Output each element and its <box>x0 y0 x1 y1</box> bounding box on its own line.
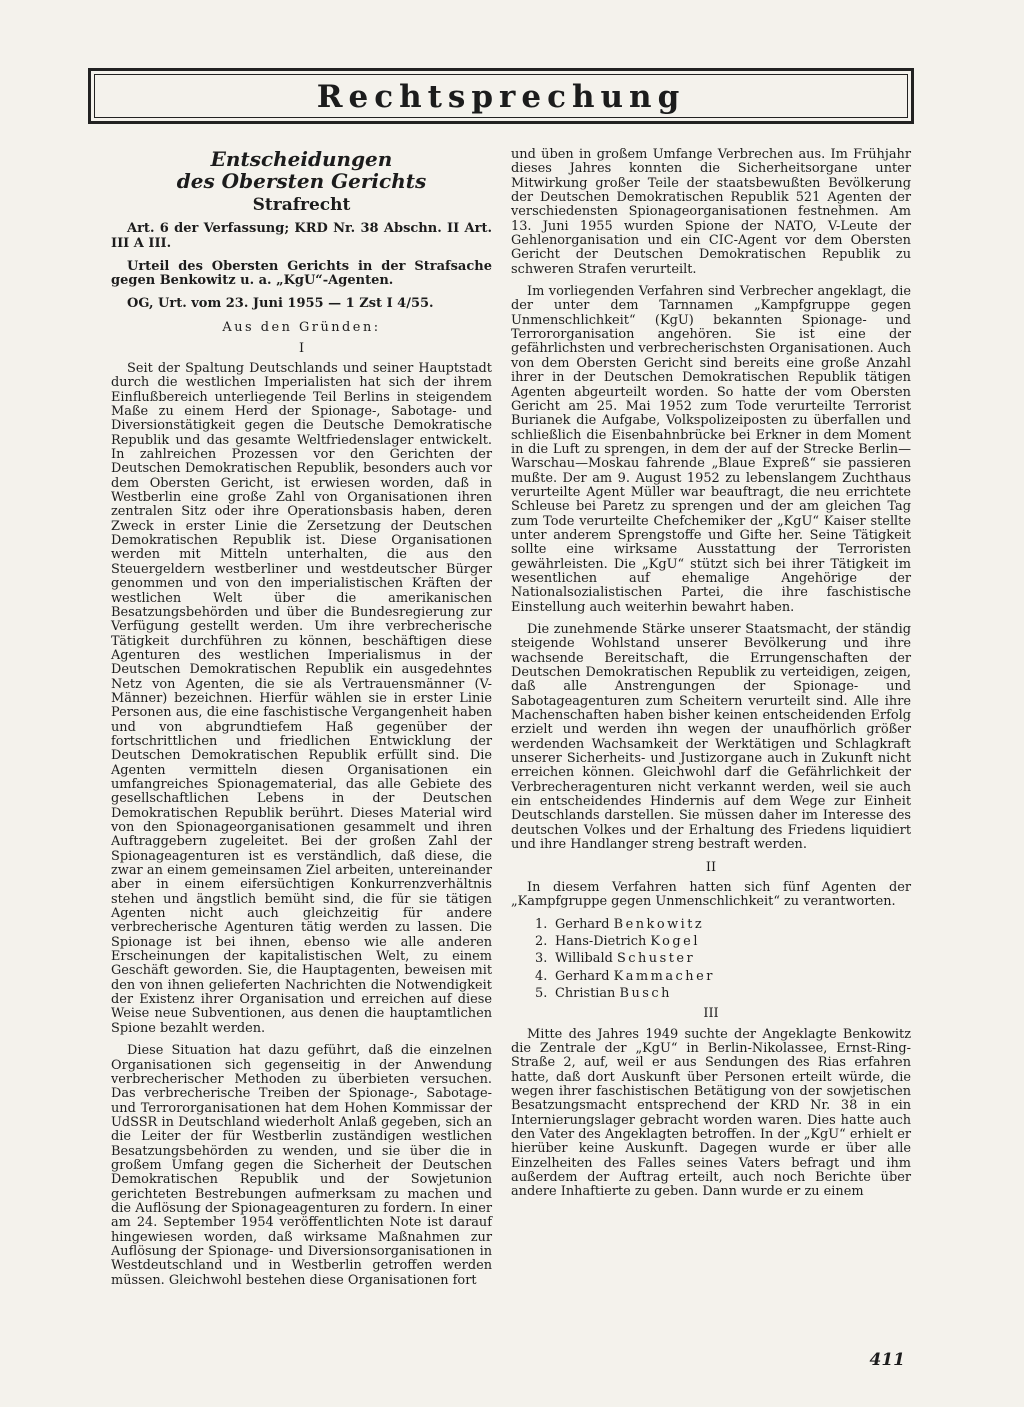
section-title: Rechtsprechung <box>316 79 686 115</box>
right-column <box>511 148 911 1208</box>
roman-heading-1: I <box>298 340 305 356</box>
paragraph: In diesem Verfahren hatten sich fünf Agenten der „Kampfgruppe gegen Unmenschlichkeit“ zu verantworten. <box>511 879 911 910</box>
reasons-heading: Aus den Gründen: <box>222 320 381 336</box>
defendant-list <box>511 918 911 1002</box>
left-column <box>111 148 492 1296</box>
list-item: 3. Willibald Schuster <box>535 951 696 967</box>
date-reference: OG, Urt. vom 23. Juni 1955 — 1 Zst I 4/55. <box>127 295 434 311</box>
paragraph: Diese Situation hat dazu geführt, daß die einzelnen Organisationen sich gegenseitig in der Anwendung verbrecherischer Methoden zu überbieten versuchen. Das verbrecherische Treiben der Spionage-, Sabotage- und Terrororganisationen hat dem Hohen Kommissar der UdSSR in Deutschland wiederholt Anlaß gegeben, sich an die Leiter der für Westberlin zuständigen westlichen Besatzungsbehörden zu wenden, und sie über die in großem Umfang gegen die Sicherheit der Deutschen Demokratischen Republik und der Sowjetunion gerichteten Bestrebungen aufmerksam zu machen und die Auflösung der Spionageagenturen zu fordern. In einer am 24. September 1954 veröffentlichten Note ist darauf hingewiesen worden, daß wirksame Maßnahmen zur Auflösung der Spionage- und Diversionsorganisationen in Westdeutschland und in Westberlin getroffen werden müssen. Gleichwohl bestehen diese Organisationen fort <box>111 1043 492 1288</box>
list-item: 2. Hans-Dietrich Kogel <box>535 933 700 949</box>
paragraph: Die zunehmende Stärke unserer Staatsmacht, der ständig steigende Wohlstand unserer Bevölkerung und ihre wachsende Bereitschaft, die Errungenschaften der Deutschen Demokratischen Republik zu verteidigen, zeigen, daß alle Anstrengungen der Spionage- und Sabotageagenturen zum Scheitern verurteilt sind. Alle ihre Machenschaften haben bisher keinen entscheidenden Erfolg erzielt und werden ihn wegen der unaufhörlich größer werdenden Wachsamkeit der Werktätigen und Schlagkraft unserer Sicherheits- und Justizorgane auch in Zukunft nicht erreichen können. Gleichwohl darf die Gefährlichkeit der Verbrecheragenturen nicht verkannt werden, weil sie auch ein entscheidendes Hindernis auf dem Wege zur Einheit Deutschlands darstellen. Sie müssen daher im Interesse des deutschen Volkes und der Erhaltung des Friedens liquidiert und ihre Handlanger streng bestraft werden. <box>511 622 911 853</box>
list-item: 1. Gerhard Benkowitz <box>535 916 705 932</box>
roman-heading-2: II <box>705 859 717 875</box>
header-box <box>88 68 914 124</box>
list-item: 4. Gerhard Kammacher <box>535 968 715 984</box>
law-reference: Art. 6 der Verfassung; KRD Nr. 38 Abschn. II Art. III A III. <box>111 221 492 251</box>
case-reference: Urteil des Obersten Gerichts in der Strafsache gegen Benkowitz u. a. „KgU“-Agenten. <box>111 258 492 289</box>
list-item: 5. Christian Busch <box>535 985 672 1001</box>
court-title-line1: Entscheidungen <box>210 147 393 171</box>
paragraph: und üben in großem Umfange Verbrechen aus. Im Frühjahr dieses Jahres konnten die Sicherheitsorgane unter Mitwirkung großer Teile der staatsbewußten Bevölkerung der Deutschen Demokratischen Republik 521 Agenten der verschiedensten Spionageorganisationen festnehmen. Am 13. Juni 1955 wurden Spione der NATO, V-Leute der Gehlenorganisation und ein CIC-Agent vor dem Obersten Gericht der Deutschen Demokratischen Republik zu schweren Strafen verurteilt. <box>511 147 911 277</box>
paragraph: Im vorliegenden Verfahren sind Verbrecher angeklagt, die der unter dem Tarnnamen „Kampfgruppe gegen Unmenschlichkeit“ (KgU) bekannten Spionage- und Terrororganisation angehören. Sie ist eine der gefährlichsten und verbrecherischsten Organisationen. Auch von dem Obersten Gericht sind bereits eine große Anzahl ihrer in der Deutschen Demokratischen Republik tätigen Agenten abgeurteilt worden. So hatte der vom Obersten Gericht am 25. Mai 1952 zum Tode verurteilte Terrorist Burianek die Aufgabe, Volkspolizeiposten zu überfallen und schließlich die Eisenbahnbrücke bei Erkner in dem Moment in die Luft zu sprengen, in dem der auf der Strecke Berlin—Warschau—Moskau fahrende „Blaue Expreß“ sie passieren mußte. Der am 9. August 1952 zu lebenslangem Zuchthaus verurteilte Agent Müller war beauftragt, die neu errichtete Schleuse bei Paretz zu sprengen und der am gleichen Tag zum Tode verurteilte Chefchemiker der „KgU“ Kaiser stellte unter anderem Sprengstoffe und Gifte her. Seine Tätigkeit sollte eine wirksame Ausstattung der Terroristen gewährleisten. Die „KgU“ stützt sich bei ihrer Tätigkeit im wesentlichen auf ehemalige Angehörige der Nationalsozialistischen Partei, die ihre faschistische Einstellung auch weiterhin bewahrt haben. <box>511 284 911 615</box>
roman-heading-3: III <box>703 1006 719 1022</box>
paragraph: Seit der Spaltung Deutschlands und seiner Hauptstadt durch die westlichen Imperialisten hat sich der ihrem Einflußbereich unterliegende Teil Berlins in steigendem Maße zu einem Herd der Spionage-, Sabotage- und Diversionstätigkeit gegen die Deutsche Demokratische Republik und das gesamte Weltfriedenslager entwickelt. In zahlreichen Prozessen vor den Gerichten der Deutschen Demokratischen Republik, besonders auch vor dem Obersten Gericht, ist erwiesen worden, daß in Westberlin eine große Zahl von Organisationen ihren zentralen Sitz oder ihre Operationsbasis haben, deren Zweck in erster Linie die Zersetzung der Deutschen Demokratischen Republik ist. Diese Organisationen werden mit Mitteln unterhalten, die aus den Steuergeldern westberliner und westdeutscher Bürger genommen und von den imperialistischen Kräften der westlichen Welt über die amerikanischen Besatzungsbehörden und über die Bundesregierung zur Verfügung gestellt werden. Um ihre verbrecherische Tätigkeit durchführen zu können, beschäftigen diese Agenturen des westlichen Imperialismus in der Deutschen Demokratischen Republik ein ausgedehntes Netz von Agenten, die sie als Vertrauensmänner (V-Männer) bezeichnen. Hierfür wählen sie in erster Linie Personen aus, die eine faschistische Vergangenheit haben und von abgrundtiefem Haß gegenüber der fortschrittlichen und friedlichen Entwicklung der Deutschen Demokratischen Republik erfüllt sind. Die Agenten vermitteln diesen Organisationen ein umfangreiches Spionagematerial, das alle Gebiete des gesellschaftlichen Lebens in der Deutschen Demokratischen Republik berührt. Dieses Material wird von den Spionageorganisationen gesammelt und ihren Auftraggebern zugeleitet. Bei der großen Zahl der Spionageagenturen ist es verständlich, daß diese, die zwar an einem gemeinsamen Ziel arbeiten, untereinander aber in einem eifersüchtigen Konkurrenzverhältnis stehen und ängstlich bemüht sind, die für sie tätigen Agenten nicht auch gleichzeitig für andere verbrecherische Agenturen tätig werden zu lassen. Die Spionage ist bei ihnen, ebenso wie alle anderen Erscheinungen der kapitalistischen Welt, zu einem Geschäft geworden. Sie, die Hauptagenten, beweisen mit den von ihnen gelieferten Nachrichten die Notwendigkeit der Existenz ihrer Organisation und erreichen auf diese Weise neue Subventionen, aus denen die hauptamtlichen Spione bezahlt werden. <box>111 361 492 1036</box>
section-subtitle: Strafrecht <box>252 195 351 215</box>
court-title-line2: des Obersten Gerichts <box>176 169 427 193</box>
paragraph: Mitte des Jahres 1949 suchte der Angeklagte Benkowitz die Zentrale der „KgU“ in Berlin-Nikolassee, Ernst-Ring-Straße 2, auf, weil er aus Sendungen des Rias erfahren hatte, daß dort Auskunft über Personen erteilt würde, die wegen ihrer faschistischen Betätigung von der sowjetischen Besatzungsmacht entsprechend der KRD Nr. 38 in ein Internierungslager gebracht worden waren. Dies hatte auch den Vater des Angeklagten betroffen. In der „KgU“ erhielt er hierüber keine Auskunft. Dagegen wurde er über alle Einzelheiten des Falles seines Vaters befragt und ihm außerdem der Auftrag erteilt, auch noch Berichte über andere Inhaftierte zu geben. Dann wurde er zu einem <box>511 1026 911 1200</box>
page-number: 411 <box>869 1350 905 1370</box>
